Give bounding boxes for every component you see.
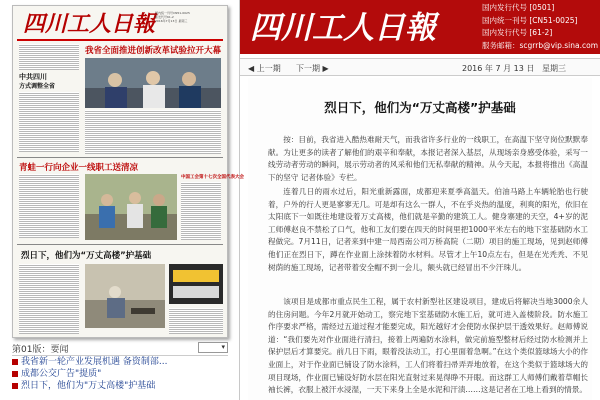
thumb-text-block	[19, 92, 79, 152]
header-info-line: 国内发行代号 [0501]	[482, 3, 555, 12]
site-header	[240, 0, 600, 54]
date-navigation-bar	[240, 58, 600, 76]
thumb-divider	[17, 157, 223, 158]
masthead-logo	[248, 6, 448, 46]
thumb-divider	[17, 39, 223, 41]
article-panel	[240, 0, 600, 400]
thumb-text-block	[19, 174, 79, 238]
thumb-text-block	[85, 110, 221, 154]
header-info-line: 国内发行代号 [61-2]	[482, 28, 553, 37]
bullet-icon	[12, 383, 18, 389]
article-paragraph: 该项目是成都市重点民生工程，属于农村新型社区建设项目，建成后将解决当地3000余人的住房问题。今年2月就开始动工，察完地下室基础防水施工后，就可进入盖楼阶段。防水施工作序要求严格，需经过五道过程才能要完成，阳光越好才会使防水保护层干透效果好。赵师傅说道：“我们要先对作业面进行清扫，接着上两遍防水涂料，做完前施型整材后经过防水检测并上保护层后才算要完。前几日下雨，眼着没法动工，打心里面着急啊。”在这个类似篮球场大小的作业面上，对于作业面已铺设了防水涂料，工人们将着扫帚弄弄地放着，在这个类似于篮球场大的项目现场，作业面已铺设好防水层在阳光直射过来晃得睁不开眼。而这群工人师傅们戴着草帽长袖长裤，衣服上被汗水浸湿，一天下来身上全是水泥和汗渍……这是记者在工地上看到的情景。	[268, 297, 588, 395]
thumb-text-block	[19, 44, 79, 70]
page-thumbnail[interactable]	[12, 5, 244, 338]
article-paragraph: 连着几日的雨水过后，阳光重新露面，成都迎来夏季高温天。伯油马路上车辆轮胎也行驶着，户外的行人更是寥寥无几。可是却有这么一群人，不在乎炎热的温度，利爽的阳光，依旧在太阳底下一如既往地建设着万丈高楼，他们就是辛勤的建筑工人。健身寨建的天空，4+岁的泥工师傅赵良不禁松了口气，他和工友们要在四天的时间里把1000平米左右的地下室基础防水工程做完。7月11日，记者来到中建一局西南公司万桥高院（二期）项目的施工现场，见到赵师傅他们正在烈日下，蹲在作业面上涂抹着防水材料。尽管才上午10点左右，但是在光秃秃、不见树荫的施工现场，记者带着安全帽不到一会儿，额头就已经冒出不少汗珠儿。	[268, 187, 588, 272]
thumb-left-headline: 中共四川	[19, 73, 47, 81]
thumb-left-headline: 方式调整全省	[19, 83, 56, 90]
bullet-icon	[12, 359, 18, 365]
thumb-workers-photo	[85, 174, 177, 240]
list-item-link[interactable]: 成都公交广告"提质"	[21, 368, 102, 379]
article-title: 烈日下，他们为“万丈高楼”护基础	[324, 100, 516, 115]
issue-weekday: 星期三	[542, 64, 566, 73]
svg-text:四川工人日報: 四川工人日報	[250, 10, 436, 46]
newspaper-page-panel	[0, 0, 244, 400]
thumb-info-line: 邮发代号61-2	[155, 15, 174, 19]
thumb-feature-headline: 烈日下，他们为“万丈高楼”护基础	[21, 251, 152, 261]
edition-header	[12, 342, 228, 356]
thumb-banner-headline: 我省全面推进创新改革试验拉开大幕	[85, 46, 222, 56]
list-item-link[interactable]: 我省新一轮产业发展机遇 备资制部...	[21, 356, 168, 367]
thumb-construction-photo	[85, 264, 165, 328]
prev-issue-link[interactable]: ◀ 上一期	[248, 64, 281, 73]
list-item-link[interactable]: 烈日下，他们为"万丈高楼"护基础	[21, 380, 156, 391]
thumb-masthead-info	[155, 11, 219, 23]
svg-text:四川工人日報: 四川工人日報	[23, 11, 156, 37]
thumb-section-headline: 青蛙一行向企业一线职工送清凉	[19, 163, 139, 173]
issue-date: 2016 年 7 月 13 日	[462, 64, 535, 73]
bullet-icon	[12, 371, 18, 377]
thumb-masthead-logo	[21, 8, 156, 38]
edition-selector[interactable]	[198, 342, 228, 353]
article-body	[248, 78, 592, 400]
list-item[interactable]	[12, 356, 228, 368]
list-item[interactable]	[12, 368, 228, 380]
thumb-sidebar-title: 中国工会第十七次全国代表大会	[181, 175, 244, 180]
next-issue-link[interactable]: 下一期 ▶	[296, 64, 329, 73]
thumb-promo-box	[169, 264, 223, 304]
header-email[interactable]: 服务邮箱：scgrrb@vip.sina.com	[482, 40, 598, 50]
edition-label: 第01版：要闻	[12, 345, 69, 355]
header-info	[482, 2, 598, 52]
thumb-top-photo	[85, 58, 221, 108]
thumb-text-block	[19, 264, 79, 334]
thumb-text-block	[169, 308, 223, 334]
thumb-info-line: 国内统一刊号CN51-0025	[155, 11, 190, 15]
thumb-divider	[17, 244, 223, 245]
thumb-text-block	[181, 182, 221, 240]
header-info-line: 国内统一刊号 [CN51-0025]	[482, 15, 578, 25]
list-item[interactable]	[12, 380, 228, 392]
edition-article-list	[12, 342, 228, 392]
article-paragraph: 按：目前，我省进入酷热难耐天气，而我省许多行业的一线职工，在高温下坚守岗位默默奉献。为让更多的读者了解他们的艰辛和奉献，本报记者深入基层，从现场亲身感受体验，采写一线劳动者劳动的瞬间，展示劳动者的风采和他们无私奉献的精神。从今天起，本报将推出《高温下的坚守 记者体验》专栏。	[268, 135, 588, 182]
thumb-info-line: 2016年7月13日 星期三	[155, 19, 188, 23]
